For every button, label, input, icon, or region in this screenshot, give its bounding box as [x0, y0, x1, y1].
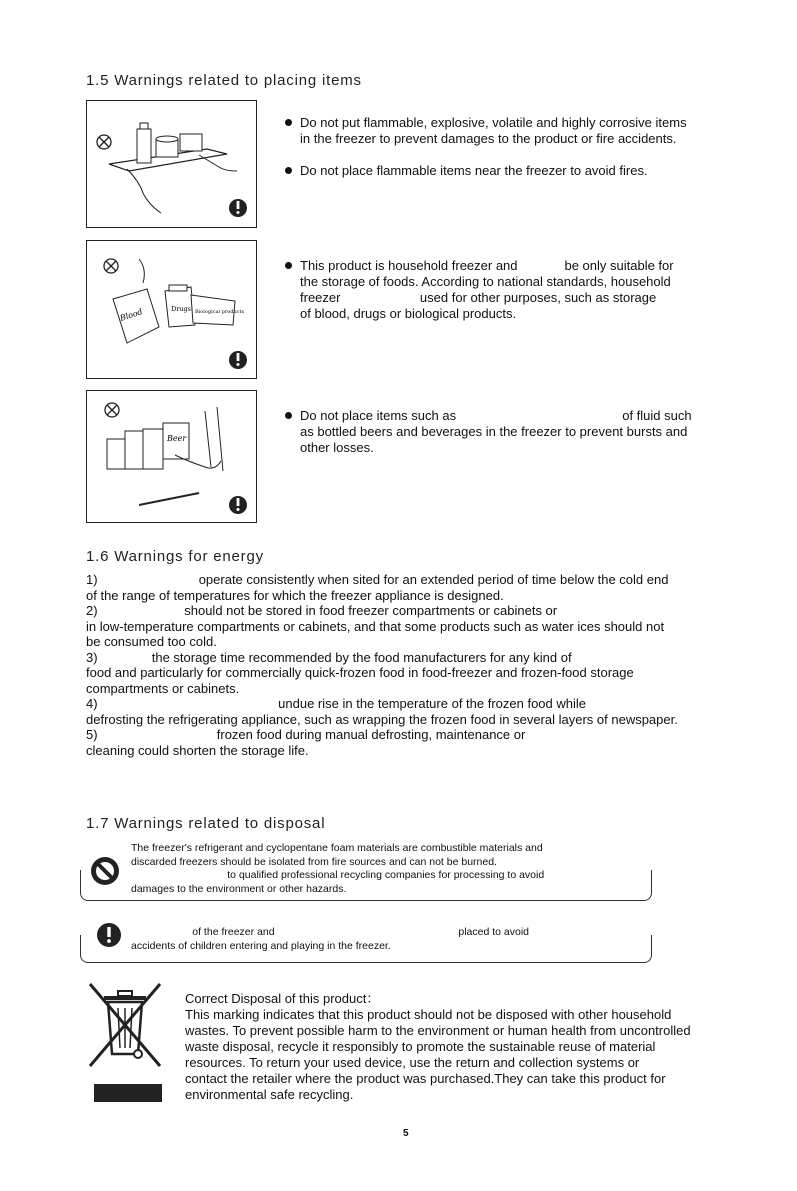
warning-line: freezer used for other purposes, such as storage [300, 290, 657, 305]
warning-line: Do not put flammable, explosive, volatile and highly corrosive items [300, 115, 687, 131]
shelf-items-drawing [87, 101, 256, 227]
warning-line: other losses. [300, 440, 374, 455]
disposal-line: discarded freezers should be isolated from fire sources and can not be burned. [131, 855, 497, 868]
disposal-text-line: contact the retailer where the product was purchased.They can take this product for [185, 1071, 666, 1086]
bullet-icon [285, 119, 292, 126]
warning-line: Do not place items such as of fluid such [300, 408, 692, 424]
svg-text:Blood: Blood [118, 307, 144, 323]
placing-warning-block-3 [300, 408, 692, 456]
disposal-title: Correct Disposal of this product： [185, 991, 380, 1006]
illustration-flammable-shelf [86, 100, 257, 228]
energy-line: be consumed too cold. [86, 634, 217, 649]
disposal-line: damages to the environment or other hazards. [131, 882, 347, 895]
disposal-text-line: environmental safe recycling. [185, 1087, 354, 1102]
disposal-warning-box-2 [131, 926, 529, 953]
warning-line: as bottled beers and beverages in the freezer to prevent bursts and [300, 424, 688, 439]
warning-line: of blood, drugs or biological products. [300, 306, 517, 321]
energy-line: 1) operate consistently when sited for an extended period of time below the cold end [86, 572, 669, 587]
illustration-blood-drugs [86, 240, 257, 379]
disposal-warning-box-1 [131, 842, 544, 896]
disposal-line: to qualified professional recycling companies for processing to avoid [131, 869, 545, 881]
svg-text:Biological products: Biological products [195, 309, 245, 315]
disposal-line: The freezer's refrigerant and cyclopentane foam materials are combustible materials and [131, 842, 543, 854]
energy-line: of the range of temperatures for which the freezer appliance is designed. [86, 587, 504, 603]
placing-warning-block-2 [300, 258, 674, 322]
svg-text:Drugs: Drugs [171, 305, 192, 313]
energy-line: compartments or cabinets. [86, 680, 240, 696]
disposal-line: accidents of children entering and playing in the freezer. [131, 939, 391, 952]
section-1-6-heading: 1.6 Warnings for energy [86, 548, 264, 565]
energy-line: food and particularly for commercially quick-frozen food in food-freezer and frozen-food storage [86, 665, 634, 680]
page-number: 5 [403, 1128, 409, 1139]
bullet-icon [285, 167, 292, 174]
no-entry-icon [89, 855, 121, 887]
disposal-info [185, 991, 691, 1103]
illustration-bottled-beer [86, 390, 257, 523]
crossed-bin-icon [86, 982, 166, 1104]
warning-line: This product is household freezer and be only suitable for [300, 258, 674, 274]
energy-line: 4) undue rise in the temperature of the frozen food while [86, 696, 587, 711]
disposal-text-line: waste disposal, recycle it responsibly to promote the sustainable reuse of material [185, 1039, 656, 1054]
section-1-5-heading: 1.5 Warnings related to placing items [86, 72, 362, 89]
svg-text:Beer: Beer [167, 434, 187, 443]
energy-line: 5) frozen food during manual defrosting, maintenance or [86, 727, 526, 742]
warning-line: Do not place flammable items near the freezer to avoid fires. [300, 163, 687, 179]
bullet-icon [285, 412, 292, 419]
warning-line: the storage of foods. According to national standards, household [300, 274, 671, 289]
disposal-text-line: resources. To return your used device, use the return and collection systems or [185, 1055, 640, 1070]
energy-line: defrosting the refrigerating appliance, such as wrapping the frozen food in several layers of newspaper. [86, 711, 678, 727]
energy-warnings [86, 572, 678, 758]
energy-line: in low-temperature compartments or cabinets, and that some products such as water ices should not [86, 618, 665, 634]
exclamation-icon [96, 922, 122, 948]
bottles-drawing [87, 391, 256, 522]
disposal-line: of the freezer and placed to avoid [131, 926, 529, 938]
placing-warning-block-1 [300, 115, 687, 179]
energy-line: cleaning could shorten the storage life. [86, 742, 309, 758]
warning-line: in the freezer to prevent damages to the product or fire accidents. [300, 131, 677, 146]
blood-drugs-drawing [87, 241, 256, 378]
disposal-text-line: This marking indicates that this product should not be disposed with other household [185, 1007, 672, 1022]
bullet-icon [285, 262, 292, 269]
energy-line: 2) should not be stored in food freezer compartments or cabinets or [86, 603, 558, 618]
energy-line: 3) the storage time recommended by the food manufacturers for any kind of [86, 649, 572, 665]
disposal-text-line: wastes. To prevent possible harm to the environment or human health from uncontrolled [185, 1023, 691, 1038]
section-1-7-heading: 1.7 Warnings related to disposal [86, 815, 326, 832]
